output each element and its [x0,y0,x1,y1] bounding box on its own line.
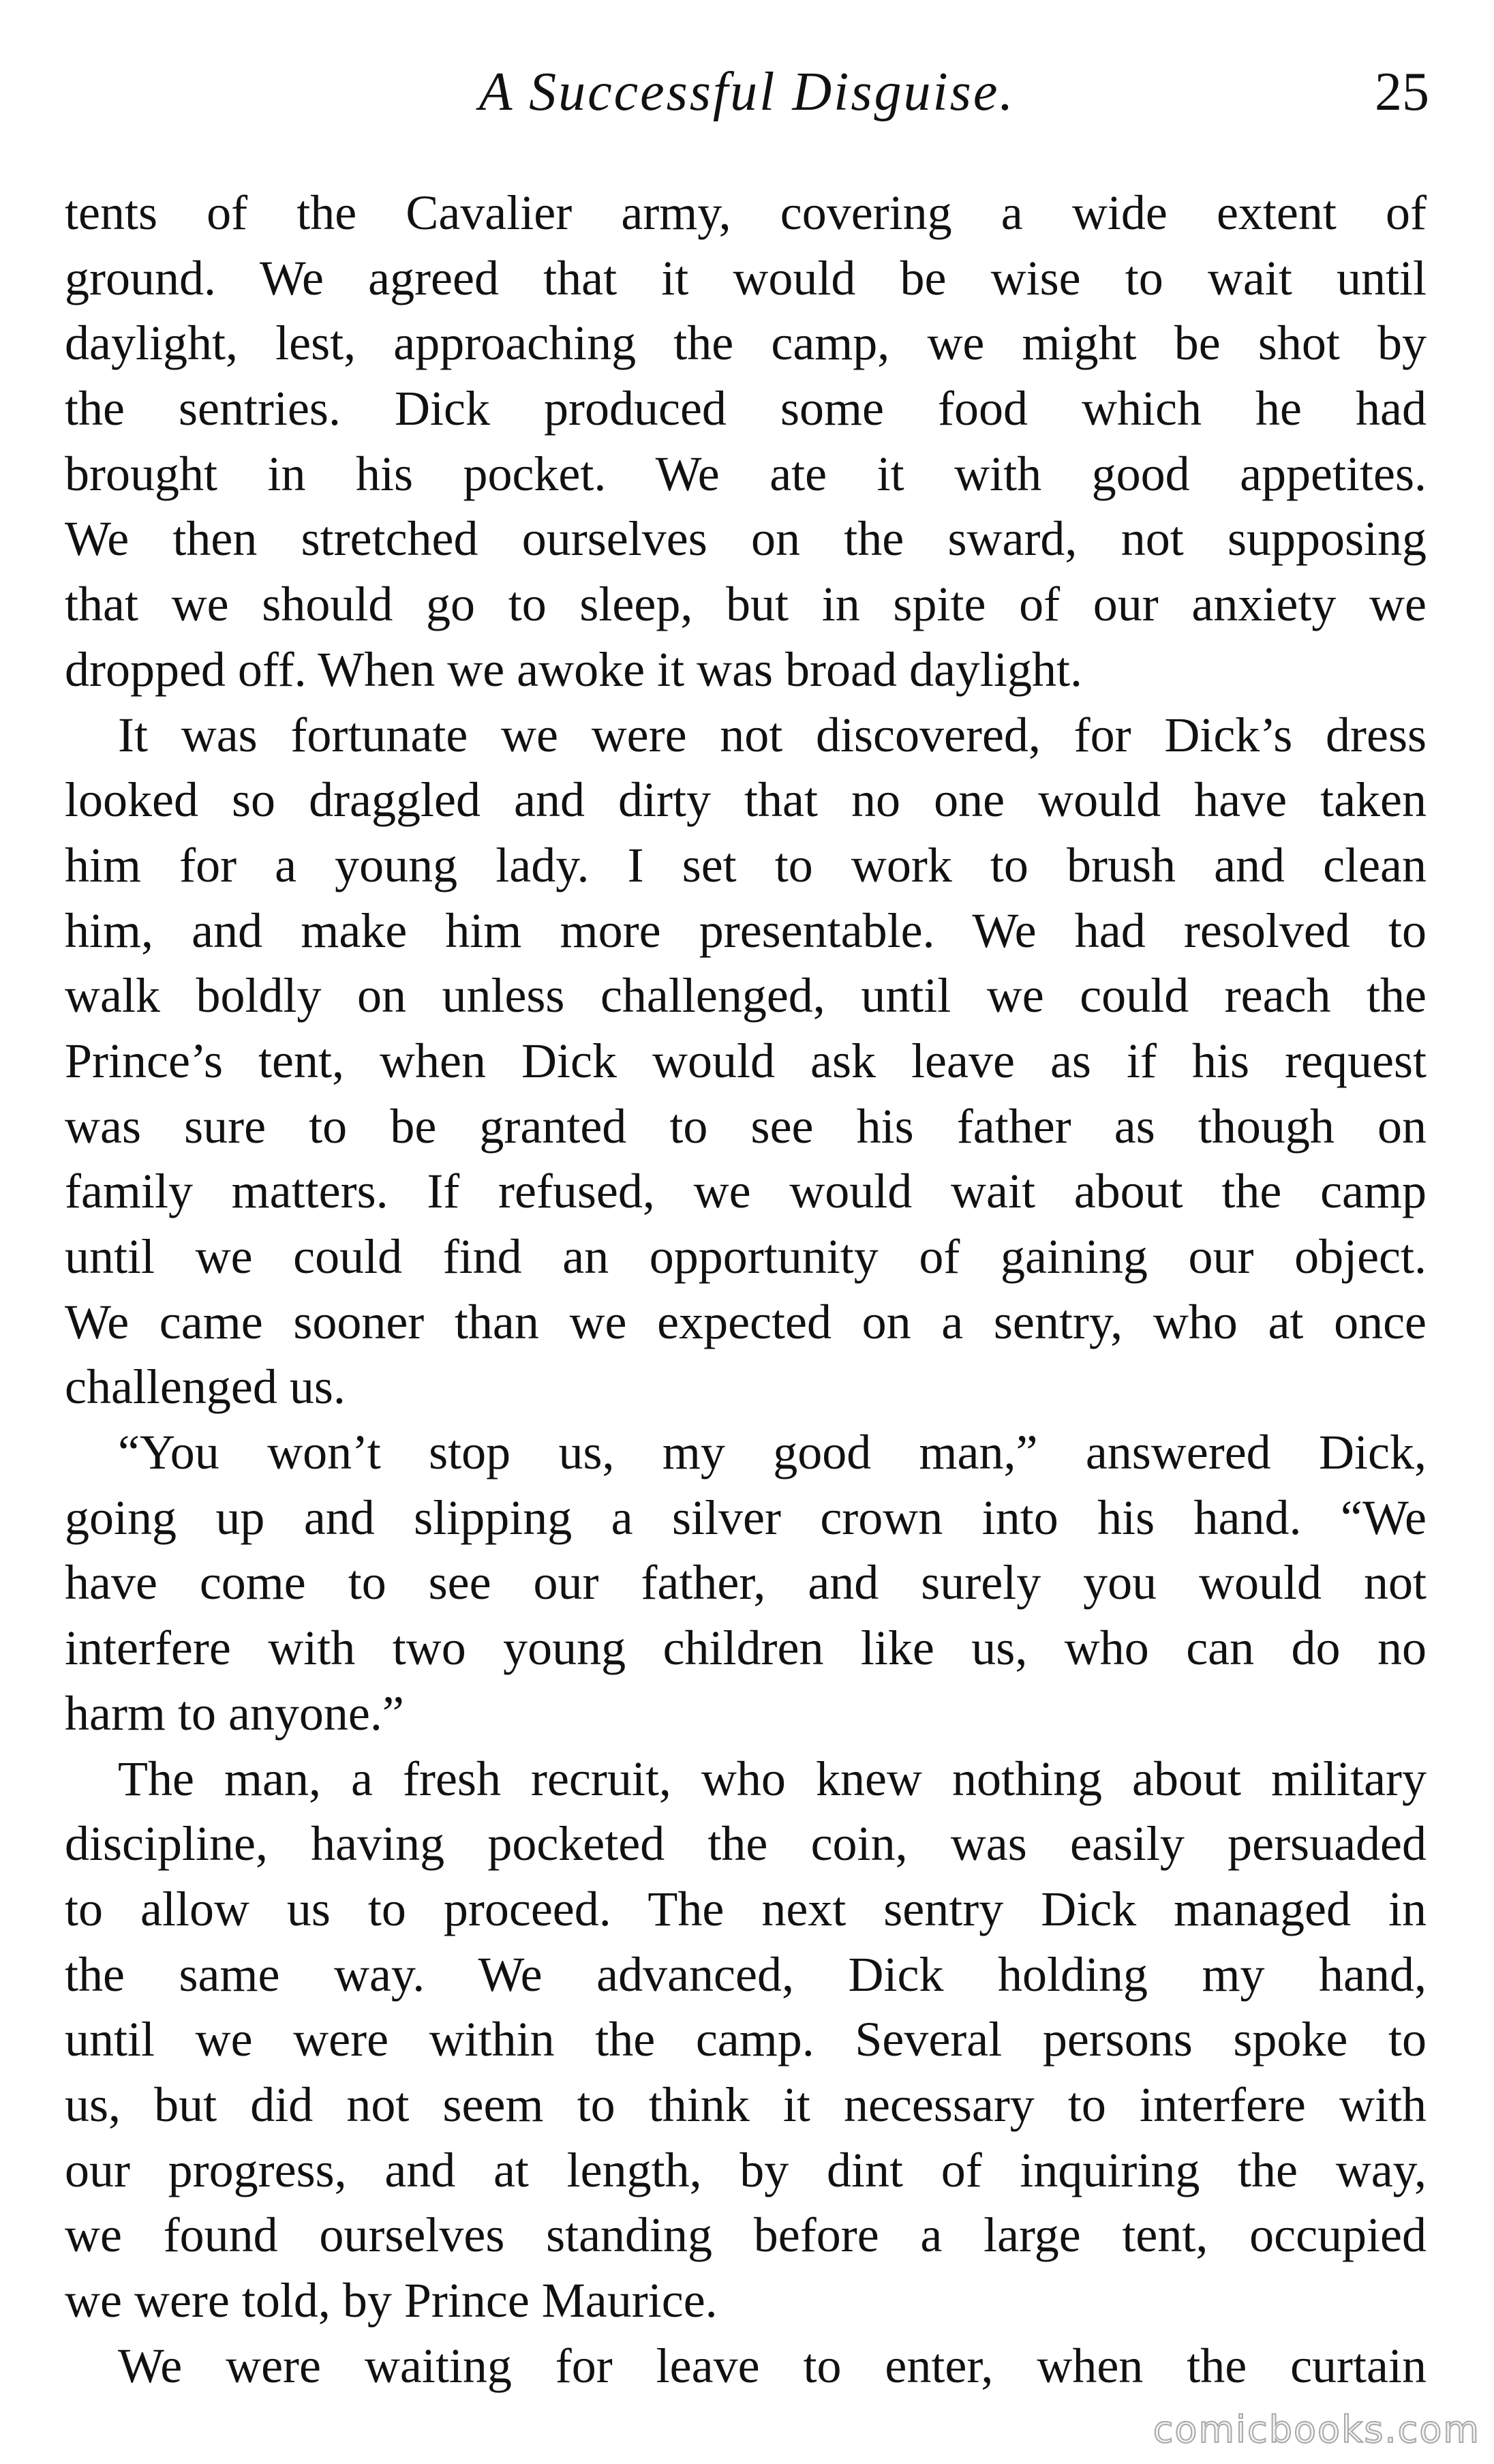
text-line: him for a young lady. I set to work to brush and clean [65,837,1427,892]
text-line: him, and make him more presentable. We had resolved to [65,903,1427,958]
text-line: until we could find an opportunity of gaining our object. [65,1229,1427,1284]
text-line: until we were within the camp. Several persons spoke to [65,2012,1427,2067]
text-line: interfere with two young children like us, who can do no [65,1621,1427,1676]
text-line: dropped off. When we awoke it was broad daylight. [65,642,1082,697]
text-line: It was fortunate we were not discovered, for Dick’s dress [118,707,1427,762]
text-line: harm to anyone.” [65,1685,404,1741]
text-line: challenged us. [65,1359,346,1415]
text-line: was sure to be granted to see his father as though on [65,1098,1427,1154]
page-number: 25 [1375,62,1429,122]
text-line: family matters. If refused, we would wait about the camp [65,1164,1427,1219]
text-line: daylight, lest, approaching the camp, we might be shot by [65,316,1427,371]
text-line: ground. We agreed that it would be wise to wait until [65,250,1427,305]
text-line: We came sooner than we expected on a sentry, who at once [65,1294,1427,1349]
text-line: have come to see our father, and surely you would not [65,1555,1427,1610]
text-line: Prince’s tent, when Dick would ask leave as if his request [65,1033,1427,1088]
watermark-logo: comicbooks.com [1153,2408,1480,2451]
text-line: We were waiting for leave to enter, when the curtain [118,2338,1427,2393]
text-line: “You won’t stop us, my good man,” answered Dick, [118,1425,1427,1480]
text-line: the sentries. Dick produced some food which he had [65,381,1427,436]
text-line: tents of the Cavalier army, covering a wide extent of [65,185,1427,240]
text-line: we were told, by Prince Maurice. [65,2273,718,2328]
text-line: looked so draggled and dirty that no one would have taken [65,772,1427,828]
text-line: discipline, having pocketed the coin, was easily persuaded [65,1816,1427,1872]
text-line: to allow us to proceed. The next sentry Dick managed in [65,1881,1427,1936]
text-line: brought in his pocket. We ate it with good appetites. [65,446,1427,501]
body-text [65,181,1427,2399]
text-line: our progress, and at length, by dint of inquiring the way, [65,2142,1427,2197]
running-header [65,55,1429,130]
text-line: going up and slipping a silver crown into his hand. “We [65,1490,1427,1545]
text-line: we found ourselves standing before a large tent, occupied [65,2208,1427,2263]
text-line: We then stretched ourselves on the sward, not supposing [65,511,1427,567]
chapter-title: A Successful Disguise. [478,62,1016,122]
text-line: us, but did not seem to think it necessary to interfere with [65,2077,1427,2132]
text-line: walk boldly on unless challenged, until we could reach the [65,968,1427,1023]
text-line: that we should go to sleep, but in spite of our anxiety we [65,577,1427,632]
text-line: The man, a fresh recruit, who knew nothing about military [118,1751,1427,1806]
text-line: the same way. We advanced, Dick holding my hand, [65,1947,1427,2002]
